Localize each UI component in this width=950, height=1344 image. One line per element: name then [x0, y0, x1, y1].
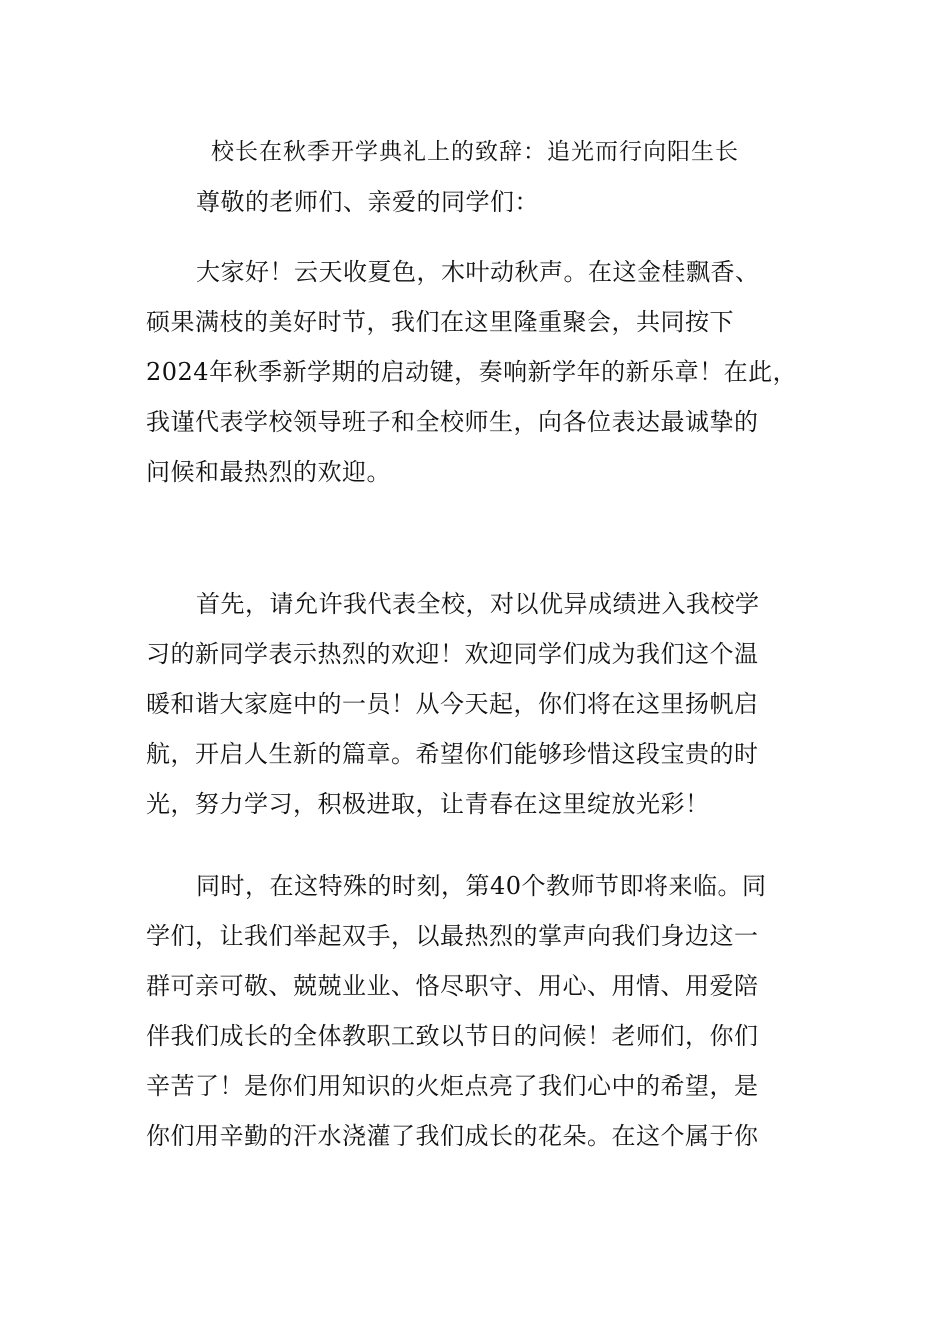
- paragraph-line: 习的新同学表示热烈的欢迎！欢迎同学们成为我们这个温: [146, 640, 759, 668]
- paragraph-line: 你们用辛勤的汗水浇灌了我们成长的花朵。在这个属于你: [146, 1122, 759, 1150]
- paragraph-line: 大家好！云天收夏色，木叶动秋声。在这金桂飘香、: [196, 258, 760, 286]
- paragraph-line: 学们，让我们举起双手，以最热烈的掌声向我们身边这一: [146, 922, 759, 950]
- paragraph-line: 我谨代表学校领导班子和全校师生，向各位表达最诚挚的: [146, 408, 759, 436]
- paragraph-line: 航，开启人生新的篇章。希望你们能够珍惜这段宝贵的时: [146, 740, 759, 768]
- paragraph-line: 问候和最热烈的欢迎。: [146, 458, 391, 486]
- paragraph-line: 首先，请允许我代表全校，对以优异成绩进入我校学: [196, 590, 760, 618]
- document-title: 校长在秋季开学典礼上的致辞：追光而行向阳生长: [211, 139, 739, 165]
- paragraph-line: 同时，在这特殊的时刻，第40个教师节即将来临。同: [196, 872, 767, 900]
- paragraph-line: 暖和谐大家庭中的一员！从今天起，你们将在这里扬帆启: [146, 690, 759, 718]
- salutation: 尊敬的老师们、亲爱的同学们：: [196, 188, 539, 216]
- paragraph-line: 群可亲可敬、兢兢业业、恪尽职守、用心、用情、用爱陪: [146, 972, 759, 1000]
- paragraph-line: 2024年秋季新学期的启动键，奏响新学年的新乐章！在此，: [146, 358, 798, 386]
- paragraph-line: 硕果满枝的美好时节，我们在这里隆重聚会，共同按下: [146, 308, 734, 336]
- paragraph-line: 光，努力学习，积极进取，让青春在这里绽放光彩！: [146, 790, 710, 818]
- paragraph-line: 辛苦了！是你们用知识的火炬点亮了我们心中的希望，是: [146, 1072, 759, 1100]
- paragraph-line: 伴我们成长的全体教职工致以节日的问候！老师们，你们: [146, 1022, 759, 1050]
